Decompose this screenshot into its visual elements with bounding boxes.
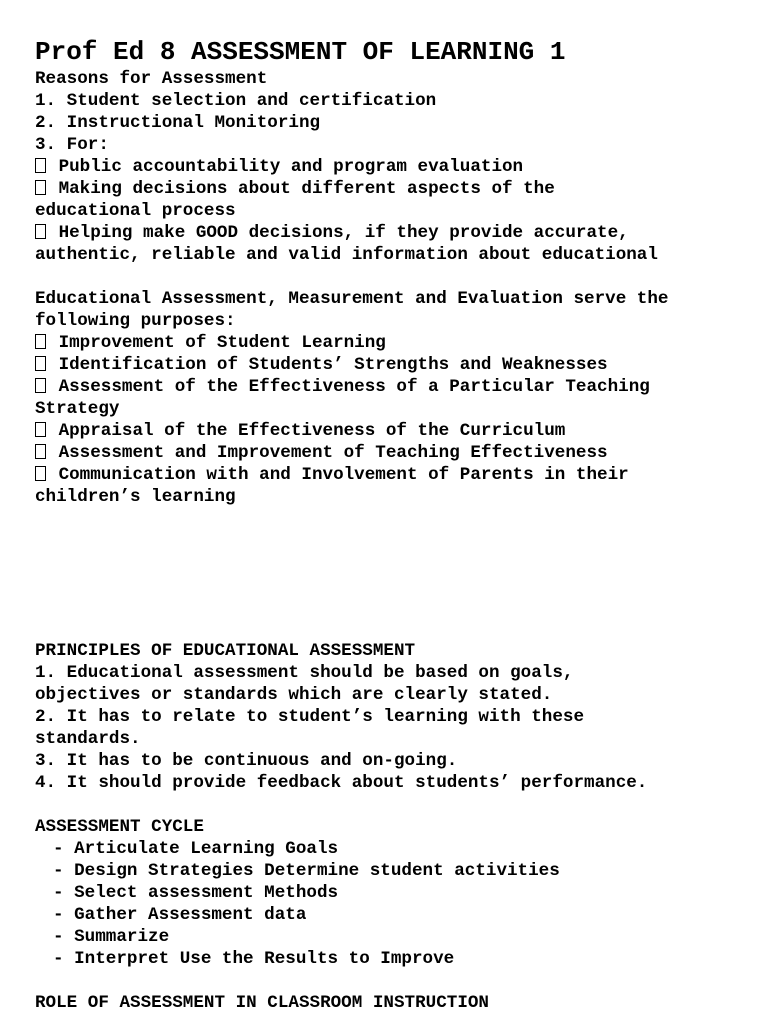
role-heading: ROLE OF ASSESSMENT IN CLASSROOM INSTRUCTION xyxy=(35,993,489,1013)
reasons-section xyxy=(35,68,745,266)
principles-section xyxy=(35,640,745,794)
reasons-item: 2. Instructional Monitoring xyxy=(35,113,321,133)
cycle-step: - Articulate Learning Goals xyxy=(53,839,339,859)
purposes-intro: Educational Assessment, Measurement and Evaluation serve the xyxy=(35,289,669,309)
missing-glyph-bullet-icon xyxy=(35,224,46,239)
reasons-item: 1. Student selection and certification xyxy=(35,91,437,111)
purpose-bullet: Communication with and Involvement of Parents in their xyxy=(35,464,745,486)
cycle-step: - Gather Assessment data xyxy=(53,905,307,925)
cycle-step: - Select assessment Methods xyxy=(53,883,339,903)
purpose-bullet-continuation: children’s learning xyxy=(35,487,236,507)
reasons-bullet: Helping make GOOD decisions, if they provide accurate, xyxy=(35,222,745,244)
purpose-bullet: Appraisal of the Effectiveness of the Curriculum xyxy=(35,420,745,442)
role-section xyxy=(35,992,745,1014)
reasons-bullet-continuation: educational process xyxy=(35,201,236,221)
missing-glyph-bullet-icon xyxy=(35,378,46,393)
reasons-heading: Reasons for Assessment xyxy=(35,69,268,89)
purposes-section xyxy=(35,288,745,508)
cycle-step: - Summarize xyxy=(53,927,170,947)
cycle-step: - Interpret Use the Results to Improve xyxy=(53,949,455,969)
missing-glyph-bullet-icon xyxy=(35,334,46,349)
cycle-section xyxy=(35,816,745,970)
missing-glyph-bullet-icon xyxy=(35,466,46,481)
document-page xyxy=(35,36,745,1014)
principles-line: objectives or standards which are clearly stated. xyxy=(35,685,553,705)
missing-glyph-bullet-icon xyxy=(35,158,46,173)
principles-line: 3. It has to be continuous and on-going. xyxy=(35,751,458,771)
purpose-bullet: Improvement of Student Learning xyxy=(35,332,745,354)
missing-glyph-bullet-icon xyxy=(35,180,46,195)
cycle-step: - Design Strategies Determine student activities xyxy=(53,861,560,881)
purpose-bullet-continuation: Strategy xyxy=(35,399,120,419)
principles-line: 1. Educational assessment should be based on goals, xyxy=(35,663,574,683)
purpose-bullet: Identification of Students’ Strengths and Weaknesses xyxy=(35,354,745,376)
principles-line: 4. It should provide feedback about students’ performance. xyxy=(35,773,648,793)
principles-heading: PRINCIPLES OF EDUCATIONAL ASSESSMENT xyxy=(35,641,416,661)
reasons-item: 3. For: xyxy=(35,135,109,155)
document-title: Prof Ed 8 ASSESSMENT OF LEARNING 1 xyxy=(35,37,566,67)
missing-glyph-bullet-icon xyxy=(35,356,46,371)
missing-glyph-bullet-icon xyxy=(35,444,46,459)
purpose-bullet: Assessment of the Effectiveness of a Particular Teaching xyxy=(35,376,745,398)
principles-line: standards. xyxy=(35,729,141,749)
principles-line: 2. It has to relate to student’s learning with these xyxy=(35,707,585,727)
reasons-bullet: Public accountability and program evaluation xyxy=(35,156,745,178)
missing-glyph-bullet-icon xyxy=(35,422,46,437)
cycle-heading: ASSESSMENT CYCLE xyxy=(35,817,204,837)
reasons-bullet-continuation: authentic, reliable and valid information about educational xyxy=(35,245,658,265)
purpose-bullet: Assessment and Improvement of Teaching Effectiveness xyxy=(35,442,745,464)
reasons-bullet: Making decisions about different aspects of the xyxy=(35,178,745,200)
purposes-intro: following purposes: xyxy=(35,311,236,331)
